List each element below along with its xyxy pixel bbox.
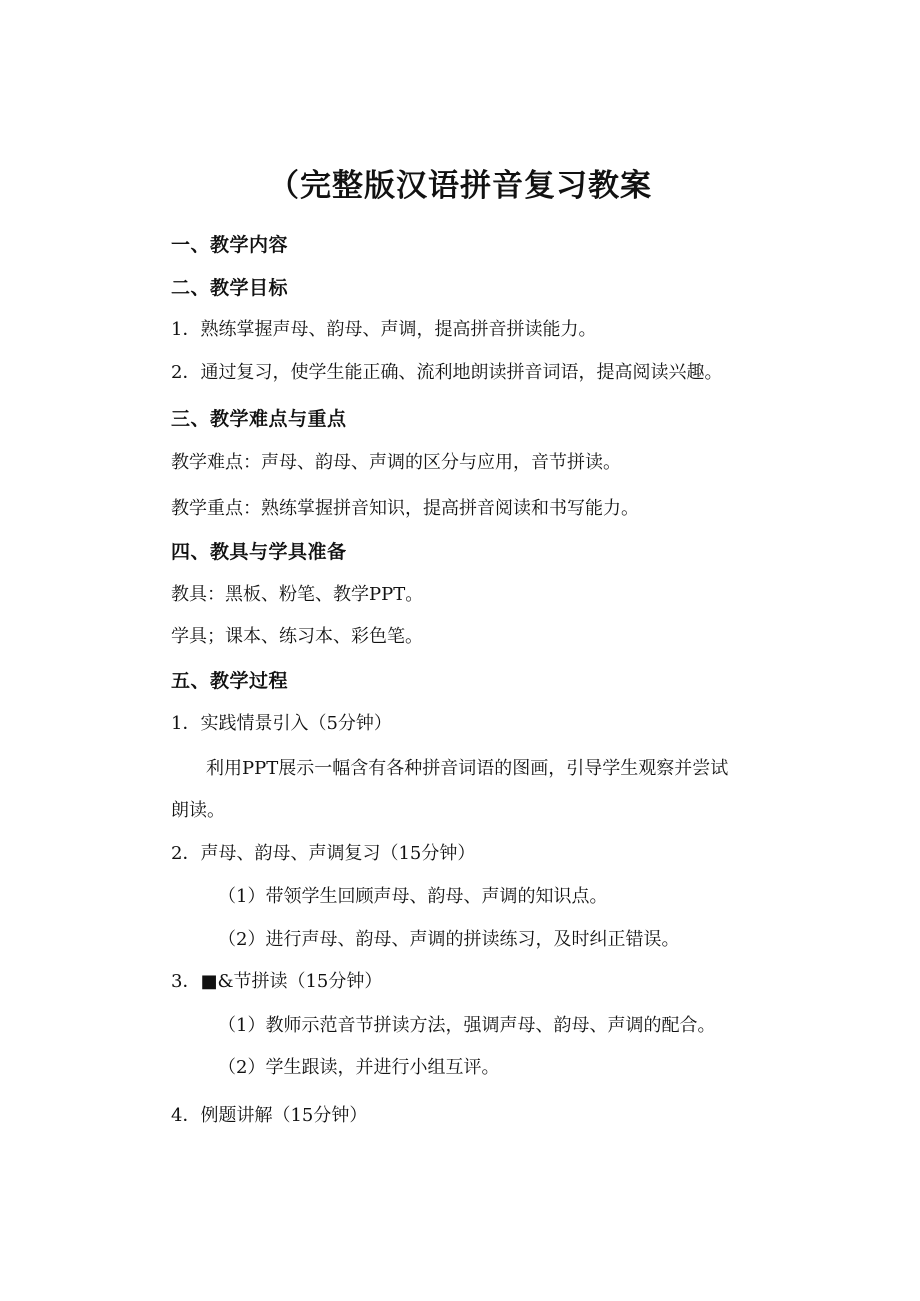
goal-item-1: 1．熟练掌握声母、韵母、声调，提高拼音拼读能力。 [171, 319, 597, 340]
document-title: （完整版汉语拼音复习教案 [268, 168, 652, 204]
process-step-2-sub-2: （2）进行声母、韵母、声调的拼读练习，及时纠正错误。 [218, 929, 680, 950]
process-step-4: 4．例题讲解（15分钟） [171, 1105, 368, 1126]
process-step-1-desc-line-1: 利用PPT展示一幅含有各种拼音词语的图画，引导学生观察并尝试 [206, 758, 729, 779]
section-heading-materials: 四、教具与学具准备 [171, 541, 347, 563]
section-heading-difficulties: 三、教学难点与重点 [171, 408, 347, 430]
process-step-1-desc-line-2: 朗读。 [171, 800, 225, 821]
section-heading-teaching-goals: 二、教学目标 [171, 277, 289, 299]
process-step-2: 2．声母、韵母、声调复习（15分钟） [171, 843, 476, 864]
process-step-1: 1．实践情景引入（5分钟） [171, 713, 392, 734]
process-step-3-sub-1: （1）教师示范音节拼读方法，强调声母、韵母、声调的配合。 [218, 1015, 716, 1036]
section-heading-teaching-content: 一、教学内容 [171, 234, 289, 256]
process-step-3-sub-2: （2）学生跟读，并进行小组互评。 [218, 1057, 500, 1078]
teacher-materials: 教具：黑板、粉笔、教学PPT。 [171, 584, 424, 605]
difficulty-text: 教学难点：声母、韵母、声调的区分与应用，音节拼读。 [171, 452, 621, 473]
section-heading-process: 五、教学过程 [171, 670, 289, 692]
process-step-2-sub-1: （1）带领学生回顾声母、韵母、声调的知识点。 [218, 886, 608, 907]
student-materials: 学具；课本、练习本、彩色笔。 [171, 626, 423, 647]
goal-item-2: 2．通过复习，使学生能正确、流利地朗读拼音词语，提高阅读兴趣。 [171, 362, 723, 383]
key-point-text: 教学重点：熟练掌握拼音知识，提高拼音阅读和书写能力。 [171, 498, 639, 519]
process-step-3: 3．■&节拼读（15分钟） [171, 971, 383, 992]
